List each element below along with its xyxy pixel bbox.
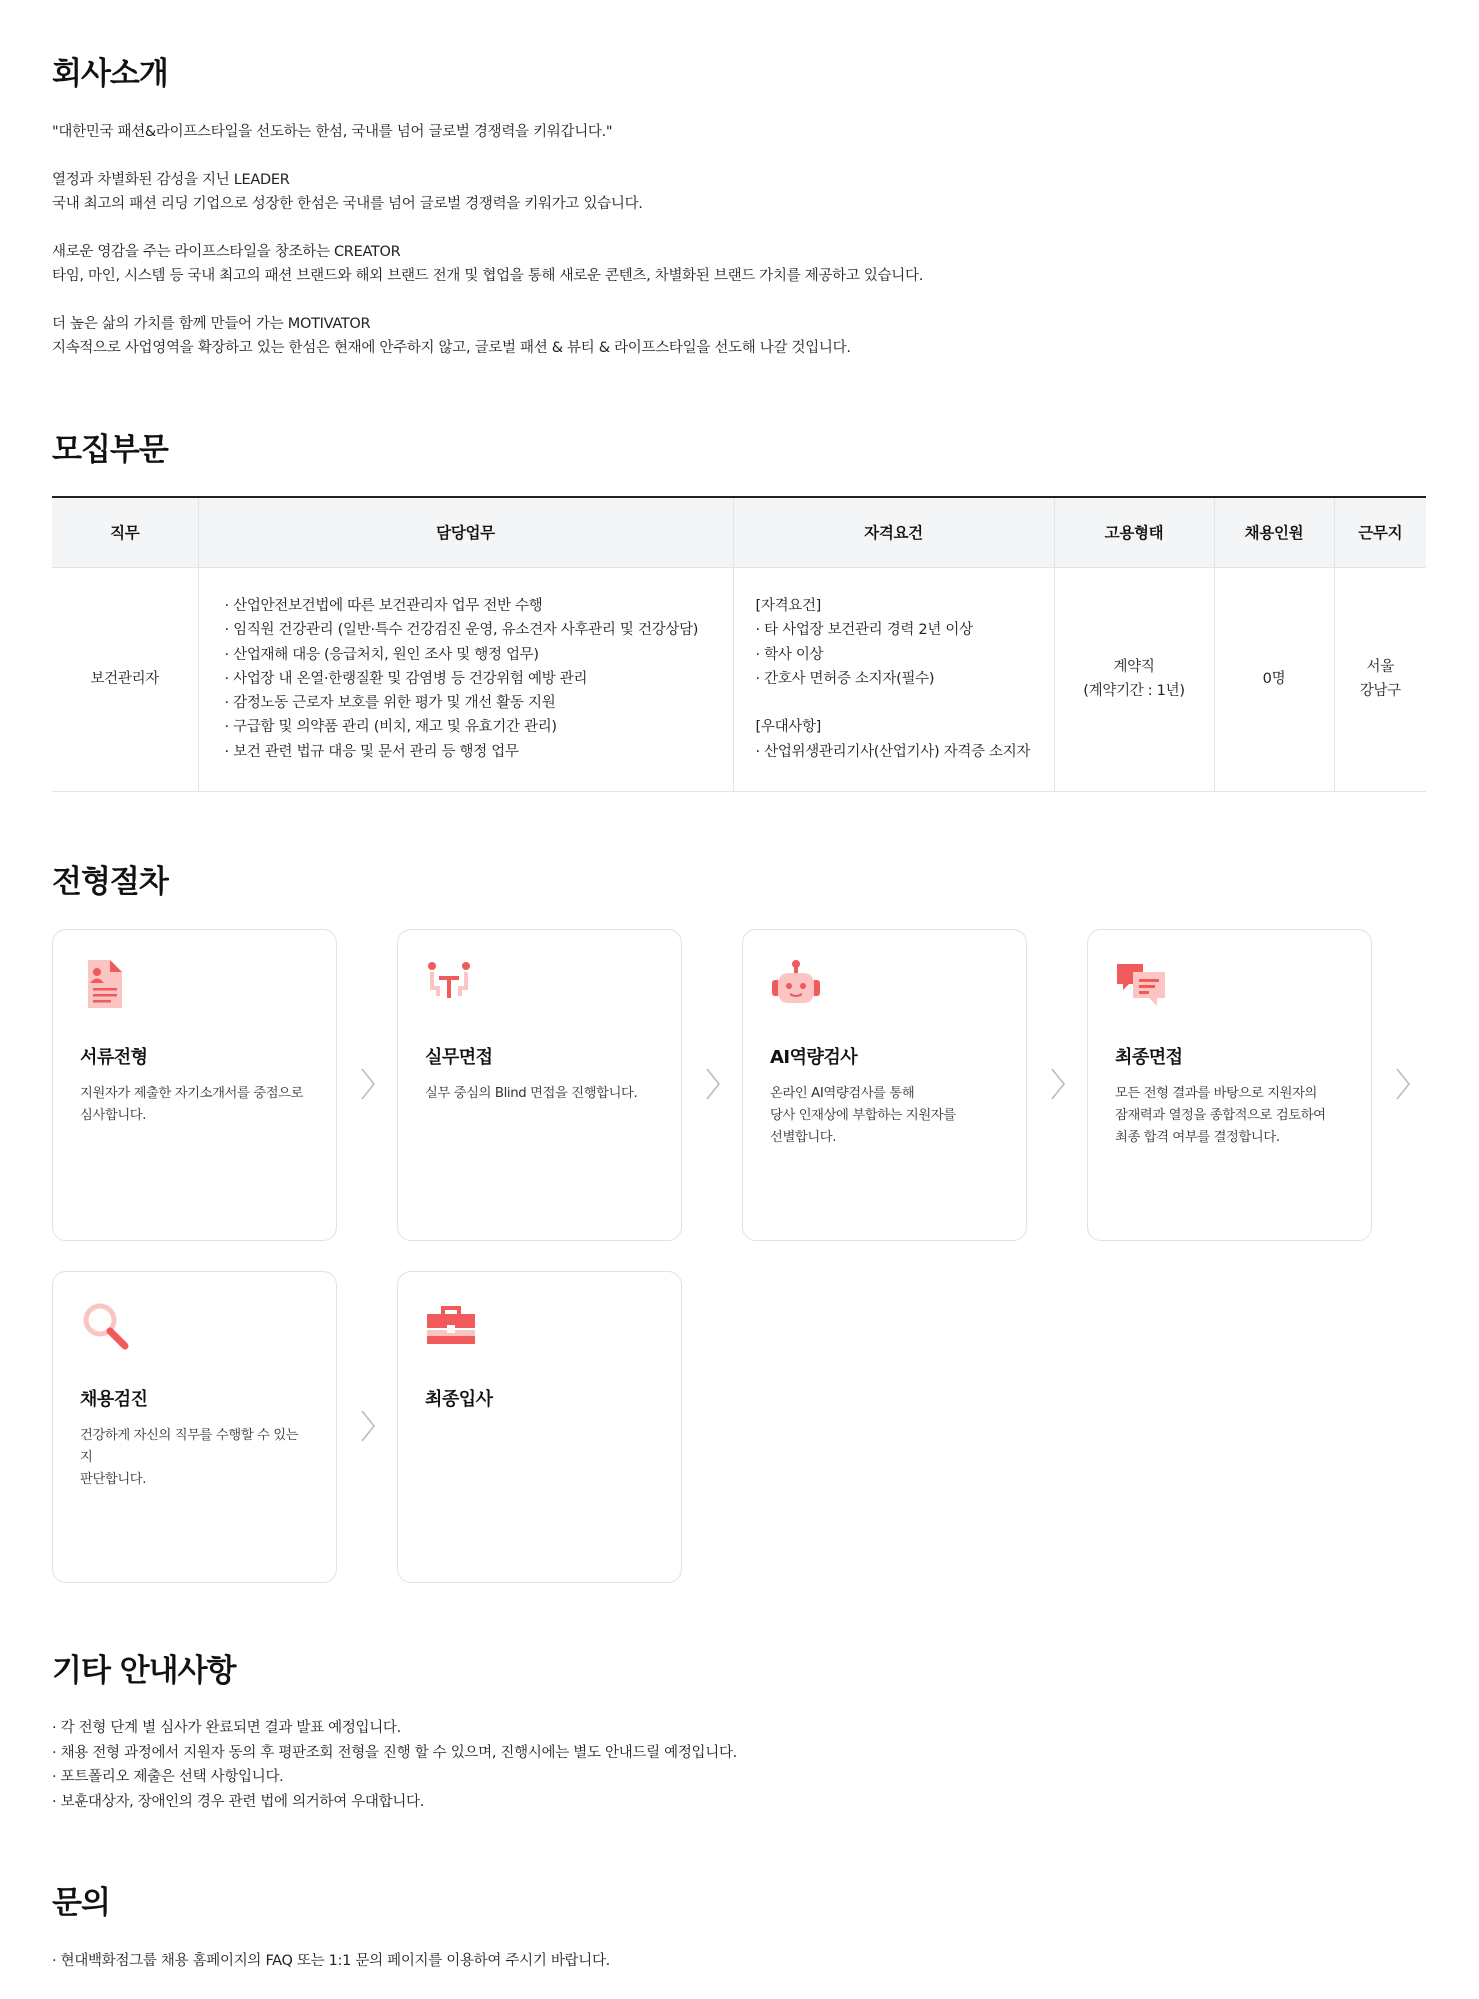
table-header-row [52,497,1426,567]
interview-icon [425,958,473,1010]
intro-paragraph: "대한민국 패션&라이프스타일을 선도하는 한섬, 국내를 넘어 글로벌 경쟁력을 키워갑니다." [52,124,613,140]
list-item: · 구급함 및 의약품 관리 (비치, 재고 및 유효기간 관리) [224,719,557,736]
location-cell: 서울 강남구 [1334,567,1426,791]
list-item: · 감정노동 근로자 보호를 위한 평가 및 개선 활동 지원 [224,695,556,712]
briefcase-icon [425,1300,473,1352]
process-step-card [397,929,682,1241]
qualification-label: [자격요건] [755,598,822,615]
step-title: 서류전형 [80,1047,148,1068]
list-item: · 보훈대상자, 장애인의 경우 관련 법에 의거하여 우대합니다. [52,1793,425,1810]
company-intro-title: 회사소개 [52,56,168,92]
chevron-right-icon [359,1067,377,1101]
recruit-table [52,496,1426,792]
chat-icon [1115,958,1163,1010]
list-item: · 채용 전형 과정에서 지원자 동의 후 평판조회 전형을 진행 할 수 있으며, 진행시에는 별도 안내드릴 예정입니다. [52,1744,737,1761]
table-header: 자격요건 [733,497,1054,567]
list-item: · 포트폴리오 제출은 선택 사항입니다. [52,1769,284,1785]
intro-paragraph: 더 높은 삶의 가치를 함께 만들어 가는 MOTIVATOR 지속적으로 사업영역을 확장하고 있는 한섬은 현재에 안주하지 않고, 글로벌 패션 & 뷰티 & 라이프스타일을 선도해 나갈 것입니다. [52,316,851,356]
intro-paragraph: 열정과 차별화된 감성을 지닌 LEADER 국내 최고의 패션 리딩 기업으로 성장한 한섬은 국내를 넘어 글로벌 경쟁력을 키워가고 있습니다. [52,172,643,212]
step-description: 지원자가 제출한 자기소개서를 중점으로 심사합니다. [80,1086,304,1123]
preference-label: [우대사항] [755,719,822,736]
table-header: 담당업무 [198,497,733,567]
robot-icon [770,958,818,1010]
table-header: 직무 [52,497,198,567]
chevron-right-icon [1049,1067,1067,1101]
process-step-card [52,929,337,1241]
headcount-cell: 0명 [1214,567,1334,791]
qualifications-cell [733,567,1054,791]
list-item: · 산업안전보건법에 따른 보건관리자 업무 전반 수행 [224,597,543,614]
document-icon [80,958,128,1010]
step-title: AI역량검사 [770,1047,858,1068]
step-title: 실무면접 [425,1047,493,1068]
table-row [52,567,1426,791]
table-header: 근무지 [1334,497,1426,567]
list-item: · 사업장 내 온열·한랭질환 및 감염병 등 건강위험 예방 관리 [224,670,588,687]
chevron-right-icon [1394,1067,1412,1101]
employment-type-cell: 계약직 (계약기간 : 1년) [1054,567,1214,791]
step-description: 온라인 AI역량검사를 통해 당사 인재상에 부합하는 지원자를 선별합니다. [770,1086,956,1145]
table-header: 채용인원 [1214,497,1334,567]
list-item: · 산업재해 대응 (응급처치, 원인 조사 및 행정 업무) [224,646,539,663]
step-description: 실무 중심의 Blind 면접을 진행합니다. [425,1086,638,1101]
process-step-card [52,1271,337,1583]
contact-title: 문의 [52,1885,110,1921]
etc-list [52,1716,737,1814]
intro-paragraph: 새로운 영감을 주는 라이프스타일을 창조하는 CREATOR 타임, 마인, 시스템 등 국내 최고의 패션 브랜드와 해외 브랜드 전개 및 협업을 통해 새로운 콘텐츠, 차별화된 브랜드 가치를 제공하고 있습니다. [52,244,924,284]
process-title: 전형절차 [52,864,168,900]
etc-title: 기타 안내사항 [52,1653,236,1689]
list-item: · 산업위생관리기사(산업기사) 자격증 소지자 [755,743,1031,760]
list-item: · 현대백화점그룹 채용 홈페이지의 FAQ 또는 1:1 문의 페이지를 이용하여 주시기 바랍니다. [52,1953,610,1969]
chevron-right-icon [704,1067,722,1101]
list-item: · 학사 이상 [755,646,824,663]
duties-cell [198,567,733,791]
process-step-card [1087,929,1372,1241]
recruit-title: 모집부문 [52,432,168,468]
list-item: · 각 전형 단계 별 심사가 완료되면 결과 발표 예정입니다. [52,1720,401,1736]
table-header: 고용형태 [1054,497,1214,567]
contact-list [52,1949,610,1973]
step-title: 최종면접 [1115,1047,1183,1068]
company-intro-text [52,120,1402,360]
list-item: · 간호사 면허증 소지자(필수) [755,671,935,687]
step-title: 최종입사 [425,1389,493,1410]
step-title: 채용검진 [80,1389,148,1410]
step-description: 모든 전형 결과를 바탕으로 지원자의 잠재력과 열정을 종합적으로 검토하여 최종 합격 여부를 결정합니다. [1115,1086,1326,1145]
process-step-card [742,929,1027,1241]
chevron-right-icon [359,1409,377,1443]
process-step-card [397,1271,682,1583]
list-item: · 보건 관련 법규 대응 및 문서 관리 등 행정 업무 [224,743,519,760]
search-icon [80,1300,128,1352]
job-cell: 보건관리자 [52,567,198,791]
step-description: 건강하게 자신의 직무를 수행할 수 있는지 판단합니다. [80,1428,299,1487]
list-item: · 타 사업장 보건관리 경력 2년 이상 [755,622,973,639]
list-item: · 임직원 건강관리 (일반·특수 건강검진 운영, 유소견자 사후관리 및 건강상담) [224,622,699,639]
